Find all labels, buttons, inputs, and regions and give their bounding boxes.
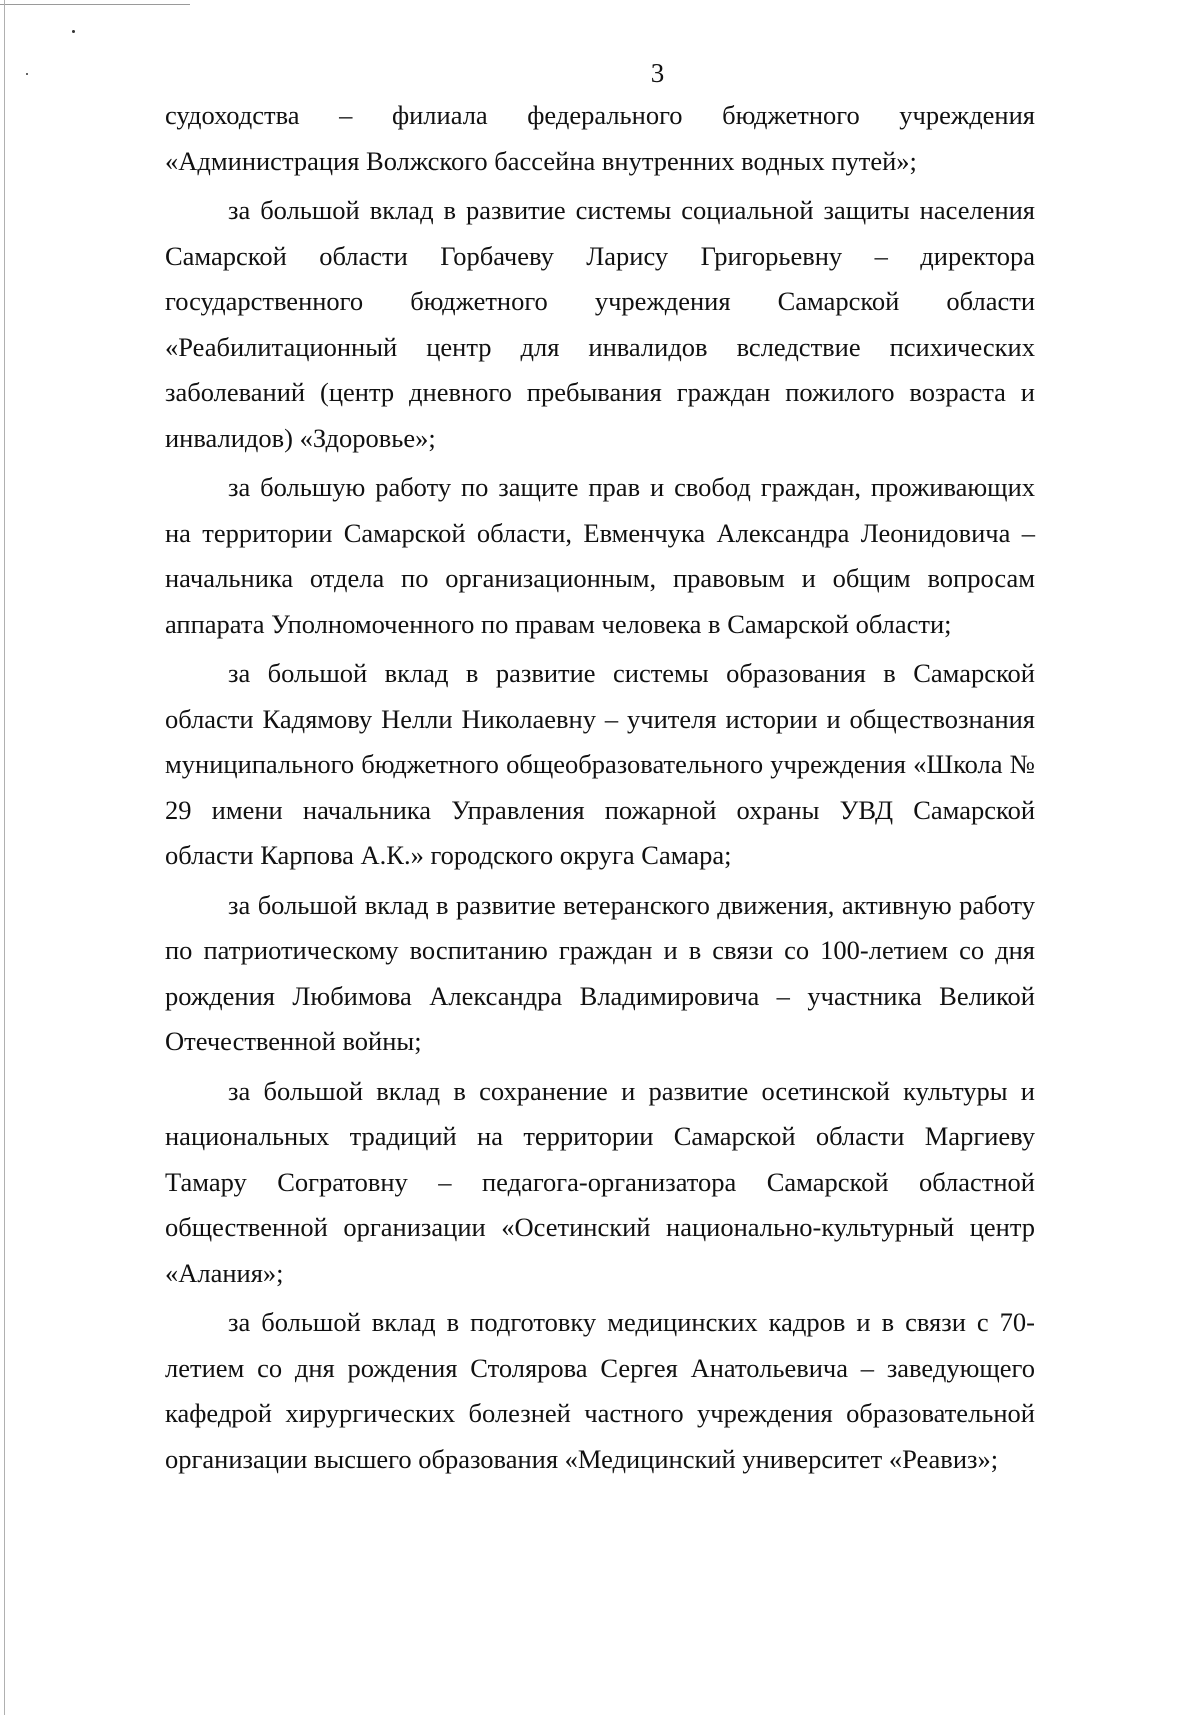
paragraph-award-evmenchuk: за большую работу по защите прав и свобод граждан, проживающих на территории Самарской области, Евменчука Александра Леонидовича – начальника отдела по организационным, правовым и общим вопросам аппарата Уполномоченного по правам человека в Самарской области;	[165, 472, 1035, 639]
paragraph-award-stolyarov: за большой вклад в подготовку медицинских кадров и в связи с 70-летием со дня рождения Столярова Сергея Анатольевича – заведующего кафедрой хирургических болезней частного учреждения образовательной организации высшего образования «Медицинский университет «Реавиз»;	[165, 1307, 1035, 1474]
scan-edge-top	[0, 4, 190, 5]
paragraph-award-lyubimov: за большой вклад в развитие ветеранского движения, активную работу по патриотическому воспитанию граждан и в связи со 100-летием со дня рождения Любимова Александра Владимировича – участника Великой Отечественной войны;	[165, 889, 1035, 1056]
scan-edge-left	[4, 0, 5, 1715]
paragraph-award-gorbacheva: за большой вклад в развитие системы социальной защиты населения Самарской области Горбачеву Ларису Григорьевну – директора государственного бюджетного учреждения Самарской области «Реабилитационный центр для инвалидов вследствие психических заболеваний (центр дневного пребывания граждан пожилого возраста и инвалидов) «Здоровье»;	[165, 195, 1035, 453]
scan-speck	[72, 30, 75, 33]
document-body	[165, 93, 1035, 1486]
paragraph-continuation: судоходства – филиала федерального бюджетного учреждения «Администрация Волжского бассейна внутренних водных путей»;	[165, 100, 1035, 176]
paragraph-award-kadyamova: за большой вклад в развитие системы образования в Самарской области Кадямову Нелли Николаевну – учителя истории и обществознания муниципального бюджетного общеобразовательного учреждения «Школа № 29 имени начальника Управления пожарной охраны УВД Самарской области Карпова А.К.» городского округа Самара;	[165, 658, 1035, 870]
page-number: 3	[650, 58, 665, 88]
paragraph-award-margieva: за большой вклад в сохранение и развитие осетинской культуры и национальных традиций на территории Самарской области Маргиеву Тамару Согратовну – педагога-организатора Самарской областной общественной организации «Осетинский национально-культурный центр «Алания»;	[165, 1075, 1035, 1288]
